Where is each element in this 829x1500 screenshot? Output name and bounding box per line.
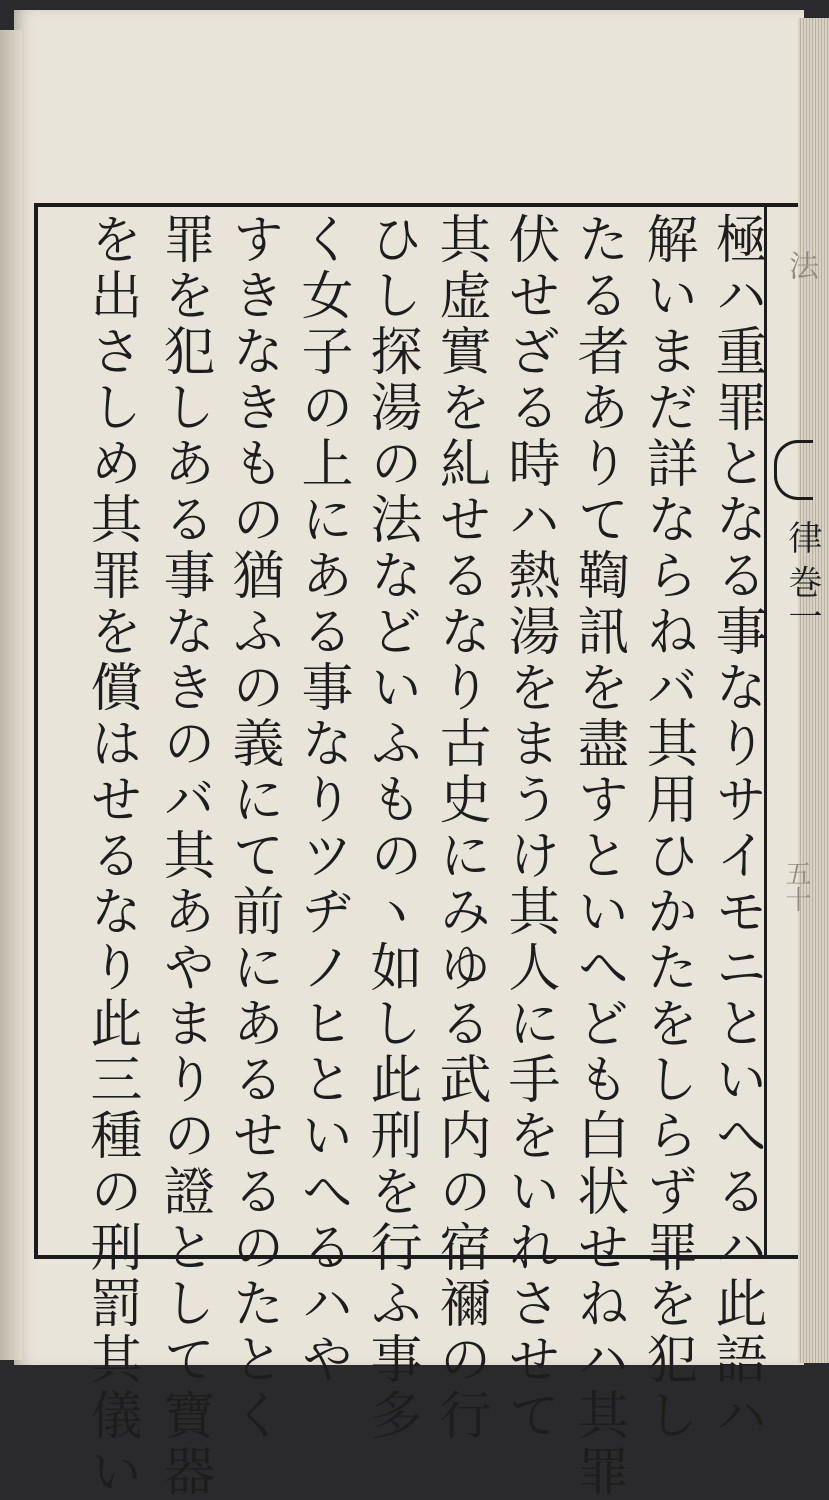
page-stack-edge <box>798 18 829 1363</box>
text-column-1: 極ハ重罪となる事なりサイモニといへるハ此語ハ <box>706 212 766 1444</box>
text-column-9: 罪を犯しある事なきのバ其あやまりの證として寶器 <box>154 212 214 1500</box>
margin-page-number: 五十 <box>781 860 811 912</box>
text-column-6: ひし探湯の法などいふものヽ如し此刑を行ふ事多 <box>361 212 421 1444</box>
text-column-5: 其虚實を糺せるなり古史にみゆる武内の宿禰の行 <box>430 212 490 1444</box>
fishtail-mark <box>774 440 813 500</box>
text-column-7: く女子の上にある事なりツヂノヒといへるハや <box>292 212 352 1388</box>
text-column-8: すきなきもの猶ふの義にて前にあるせるのたとく <box>223 212 283 1444</box>
margin-volume: 律 巻一 <box>782 520 822 633</box>
text-column-2: 解いまだ詳ならねバ其用ひかたをしらず罪を犯し <box>637 212 697 1444</box>
margin-title: 法 <box>783 250 818 280</box>
text-column-10: を出さしめ其罪を償はせるなり此三種の刑罰其儀い <box>81 212 141 1500</box>
facing-page-edge <box>0 30 22 1360</box>
text-column-3: たる者ありて鞫訊を盡すといへども白状せねハ其罪 <box>568 212 628 1500</box>
text-column-4: 伏せざる時ハ熱湯をまうけ其人に手をいれさせて <box>499 212 559 1444</box>
